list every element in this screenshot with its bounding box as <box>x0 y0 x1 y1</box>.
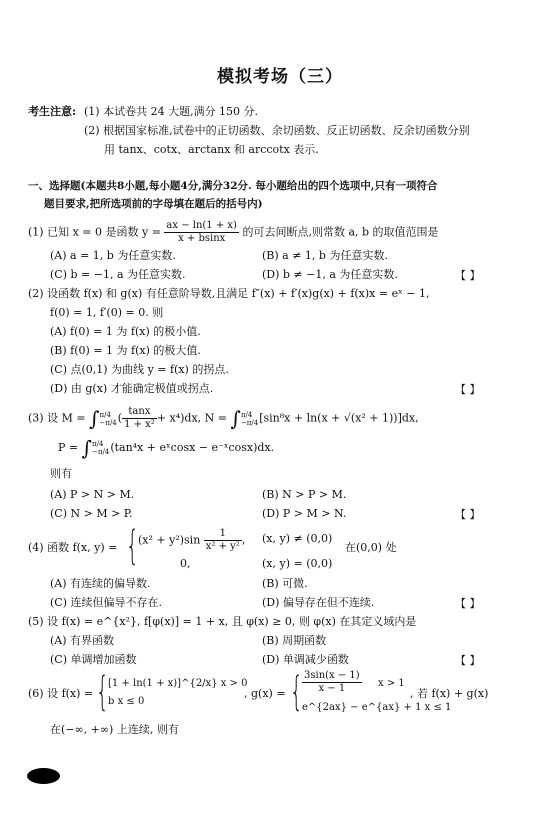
q6-g-case-2: e^{2ax} − e^{ax} + 1 x ≤ 1 <box>302 702 452 713</box>
q4-option-a: (A) 有连续的偏导数. <box>50 577 151 590</box>
page-corner-mark <box>27 768 60 784</box>
q1-frac-den: x + bsinx <box>178 233 226 244</box>
q4-option-d: (D) 偏导存在但不连续. <box>262 596 375 609</box>
q3-n-limits <box>241 411 258 427</box>
q2-stem-1: (2) 设函数 f(x) 和 g(x) 有任意阶导数,且满足 f″(x) + f′(x)g(x) + f(x)x = eˣ − 1, <box>28 287 430 300</box>
q6-f-case-2: b x ≤ 0 <box>108 696 145 707</box>
q6-tail: , 若 f(x) + g(x) <box>410 687 489 700</box>
q1-frac-num: ax − ln(1 + x) <box>166 220 237 231</box>
q6-g-den: x − 1 <box>318 683 346 694</box>
q6-g-num: 3sin(x − 1) <box>304 670 360 681</box>
q3-answer-bracket: 【 】 <box>455 508 481 521</box>
q3-n-integral-sign: ∫ <box>230 406 241 431</box>
q4-case-1-cond: (x, y) ≠ (0,0) <box>262 532 333 545</box>
q3-p-body: (tan⁴x + eˣcosx − e⁻ˣcosx)dx. <box>110 441 275 454</box>
q2-answer-bracket: 【 】 <box>455 383 481 396</box>
q1-fraction <box>164 220 239 245</box>
q4-case1-fraction <box>204 528 242 553</box>
q3-n-lower: −π/4 <box>240 418 259 427</box>
q6-g-brace: { <box>290 669 303 715</box>
q1-option-c: (C) b = −1, a 为任意实数. <box>50 268 186 281</box>
notice-line-1: (1) 本试卷共 24 大题,满分 150 分. <box>84 105 259 118</box>
notice-line-3: 用 tanx、cotx、arctanx 和 arccotx 表示. <box>104 143 319 156</box>
q6-f-brace: { <box>96 669 109 715</box>
q4-case1-num: 1 <box>204 528 242 541</box>
q1-stem <box>28 220 439 245</box>
q3-m-label: (3) 设 M = <box>28 411 86 425</box>
q6-g-cond-1: x > 1 <box>378 678 405 689</box>
q4-answer-bracket: 【 】 <box>455 597 481 610</box>
q3-m-frac-num: tanx <box>122 406 157 419</box>
q6-g-label: , g(x) = <box>244 687 286 700</box>
q1-option-d: (D) b ≠ −1, a 为任意实数. <box>262 268 398 281</box>
q2-option-a: (A) f(0) = 1 为 f(x) 的极小值. <box>50 325 201 338</box>
q3-p-line <box>58 436 275 460</box>
q2-option-c: (C) 点(0,1) 为曲线 y = f(x) 的拐点. <box>50 363 229 376</box>
q1-option-b: (B) a ≠ 1, b 为任意实数. <box>262 249 388 262</box>
q5-option-b: (B) 周期函数 <box>262 634 327 647</box>
page-title: 模拟考场（三） <box>217 67 343 87</box>
q5-option-c: (C) 单调增加函数 <box>50 653 137 666</box>
q1-stem-a: (1) 已知 x = 0 是函数 y = <box>28 225 161 239</box>
q3-m-frac-den: 1 + x² <box>124 419 155 430</box>
notice-label: 考生注意: <box>28 105 77 118</box>
q3-option-c: (C) N > M > P. <box>50 507 133 520</box>
q3-p-upper: π/4 <box>92 440 104 448</box>
q3-n-body: [sin⁸x + ln(x + √(x² + 1))]dx, <box>259 411 419 425</box>
q3-p-limits <box>92 440 109 456</box>
q3-p-label: P = <box>58 441 79 454</box>
q1-option-a: (A) a = 1, b 为任意实数. <box>50 249 176 262</box>
q4-case1-den: x² + y² <box>205 541 240 552</box>
q5-option-a: (A) 有界函数 <box>50 634 115 647</box>
q4-case-2: 0, <box>180 557 191 570</box>
q6-g-fraction <box>302 670 362 695</box>
q3-m-upper: π/4 <box>99 410 111 419</box>
q3-option-a: (A) P > N > M. <box>50 488 135 501</box>
q3-m-lower: −π/4 <box>99 418 117 427</box>
q3-p-integral-sign: ∫ <box>81 436 93 460</box>
q4-case-1: (x² + y²)sin $\frac{1}{\text{x² + y²}}$ , <box>138 528 246 552</box>
q5-stem: (5) 设 f(x) = e^{x²}, f[φ(x)] = 1 + x, 且 φ(x) ≥ 0, 则 φ(x) 在其定义域内是 <box>28 615 417 628</box>
section-heading: 一、选择题(本题共8小题,每小题4分,满分32分. 每小题给出的四个选项中,只有一项符合 <box>28 180 438 192</box>
q3-m-integral-sign: ∫ <box>89 406 100 431</box>
section-heading-cont: 题目要求,把所选项前的字母填在题后的括号内) <box>44 198 263 210</box>
q4-brace: { <box>126 523 139 569</box>
q3-p-lower: −π/4 <box>92 448 110 456</box>
q6-label: (6) 设 f(x) = <box>28 687 94 700</box>
q6-line-2: 在(−∞, +∞) 上连续, 则有 <box>50 723 179 736</box>
q1-stem-b: 的可去间断点,则常数 a, b 的取值范围是 <box>242 225 439 239</box>
q2-option-d: (D) 由 g(x) 才能确定极值或拐点. <box>50 382 214 395</box>
q5-answer-bracket: 【 】 <box>455 654 481 667</box>
q3-option-b: (B) N > P > M. <box>262 488 347 501</box>
q3-n-upper: π/4 <box>240 410 253 419</box>
q3-m-fraction <box>122 406 157 431</box>
q6-g-case-1 <box>302 670 362 695</box>
q5-option-d: (D) 单调减少函数 <box>262 653 349 666</box>
q2-option-b: (B) f(0) = 1 为 f(x) 的极大值. <box>50 344 201 357</box>
q3-m-line: (3) 设 M = ∫π/4 −π/4( $\frac{\tan x}{\text{1 + x²}}$ + x⁴)dx, N = ∫π/4 −π/4[sin⁸x + ln(x + √(x² + 1))]dx, <box>28 406 419 431</box>
q1-answer-bracket: 【 】 <box>455 269 481 282</box>
q4-tail: 在(0,0) 处 <box>345 541 397 554</box>
q4-option-b: (B) 可微. <box>262 577 308 590</box>
q3-option-d: (D) P > M > N. <box>262 507 347 520</box>
q3-m-tail: + x⁴)dx, N = <box>156 411 228 425</box>
q4-option-c: (C) 连续但偏导不存在. <box>50 596 162 609</box>
q3-m-limits <box>99 411 116 427</box>
q3-then: 则有 <box>50 467 72 480</box>
notice-line-2: (2) 根据国家标准,试卷中的正切函数、余切函数、反正切函数、反余切函数分别 <box>84 124 470 137</box>
q4-label: (4) 函数 f(x, y) = <box>28 541 118 554</box>
q2-stem-2: f(0) = 1, f′(0) = 0. 则 <box>50 306 164 319</box>
q4-case1-expr: (x² + y²)sin <box>138 533 201 547</box>
q6-f-case-1: [1 + ln(1 + x)]^{2/x} x > 0 <box>108 678 248 689</box>
q4-case-2-cond: (x, y) = (0,0) <box>262 557 333 570</box>
